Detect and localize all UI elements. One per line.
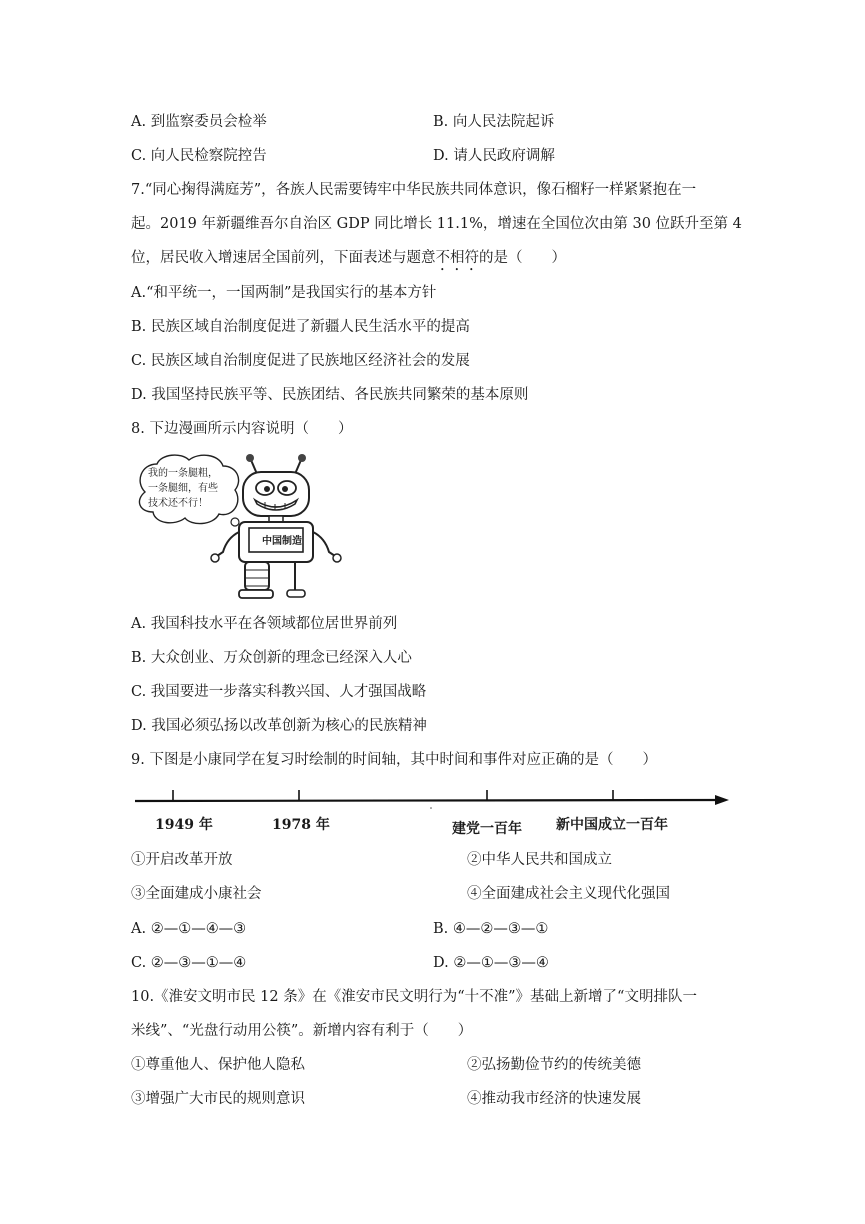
q9-option-b: B. ④—②—③—①	[433, 921, 549, 937]
q7-stem-line3	[131, 248, 743, 274]
q9-event-3: ③全面建成小康社会	[131, 886, 262, 902]
cartoon-robot	[205, 452, 345, 600]
q10-stem-line2: 米线”、“光盘行动用公筷”。新增内容有利于（ ）	[131, 1023, 473, 1039]
timeline-label-1978: 1978 年	[272, 817, 330, 833]
q7-stem-line1: 7.“同心掬得满庭芳”，各族人民需要铸牢中华民族共同体意识，像石榴籽一样紧紧抱在一	[131, 182, 697, 198]
q8-option-b: B. 大众创业、万众创新的理念已经深入人心	[131, 650, 412, 666]
q8-option-a: A. 我国科技水平在各领域都位居世界前列	[131, 616, 398, 632]
q8-option-c: C. 我国要进一步落实科教兴国、人才强国战略	[131, 684, 427, 700]
q9-option-c: C. ②—③—①—④	[131, 955, 247, 971]
q7-option-b: B. 民族区域自治制度促进了新疆人民生活水平的提高	[131, 319, 470, 335]
q6-option-d: D. 请人民政府调解	[433, 148, 555, 164]
q7-option-a: A.“和平统一，一国两制”是我国实行的基本方针	[131, 285, 437, 301]
q10-option-4: ④推动我市经济的快速发展	[467, 1091, 641, 1107]
cartoon-robot-sign: 中国制造	[262, 536, 302, 547]
q6-option-c: C. 向人民检察院控告	[131, 148, 267, 164]
q10-option-3: ③增强广大市民的规则意识	[131, 1091, 305, 1107]
q6-option-a: A. 到监察委员会检举	[131, 114, 267, 130]
q7-option-d: D. 我国坚持民族平等、民族团结、各民族共同繁荣的基本原则	[131, 387, 529, 403]
q9-stem: 9. 下图是小康同学在复习时绘制的时间轴，其中时间和事件对应正确的是（ ）	[131, 752, 657, 768]
q6-option-b: B. 向人民法院起诉	[433, 114, 555, 130]
q9-event-2: ②中华人民共和国成立	[467, 852, 612, 868]
q8-option-d: D. 我国必须弘扬以改革创新为核心的民族精神	[131, 718, 427, 734]
q7-emphasis: 不相符	[435, 250, 479, 266]
q7-stem-line3-post: 的是（ ）	[479, 250, 566, 266]
q10-option-2: ②弘扬勤俭节约的传统美德	[467, 1057, 641, 1073]
q7-option-c: C. 民族区域自治制度促进了民族地区经济社会的发展	[131, 353, 470, 369]
q10-option-1: ①尊重他人、保护他人隐私	[131, 1057, 305, 1073]
timeline-label-prc-centenary: 新中国成立一百年	[556, 817, 668, 833]
q7-stem-line3-pre: 位，居民收入增速居全国前列，下面表述与题意	[131, 250, 436, 266]
cartoon-bubble-text: 我的一条腿粗，一条腿细，有些技术还不行！	[148, 468, 218, 509]
q9-option-a: A. ②—①—④—③	[131, 921, 247, 937]
q8-stem: 8. 下边漫画所示内容说明（ ）	[131, 421, 353, 437]
q9-event-1: ①开启改革开放	[131, 852, 233, 868]
timeline-label-1949: 1949 年	[155, 817, 213, 833]
q7-stem-line2: 起。2019 年新疆维吾尔自治区 GDP 同比增长 11.1%，增速在全国位次由第 30 位跃升至第 4	[131, 216, 742, 232]
q10-stem-line1: 10.《淮安文明市民 12 条》在《淮安市民文明行为“十不准”》基础上新增了“文明排队一	[131, 989, 697, 1005]
q9-event-4: ④全面建成社会主义现代化强国	[467, 886, 670, 902]
timeline-label-party-centenary: 建党一百年	[452, 821, 522, 837]
q9-option-d: D. ②—①—③—④	[433, 955, 549, 971]
